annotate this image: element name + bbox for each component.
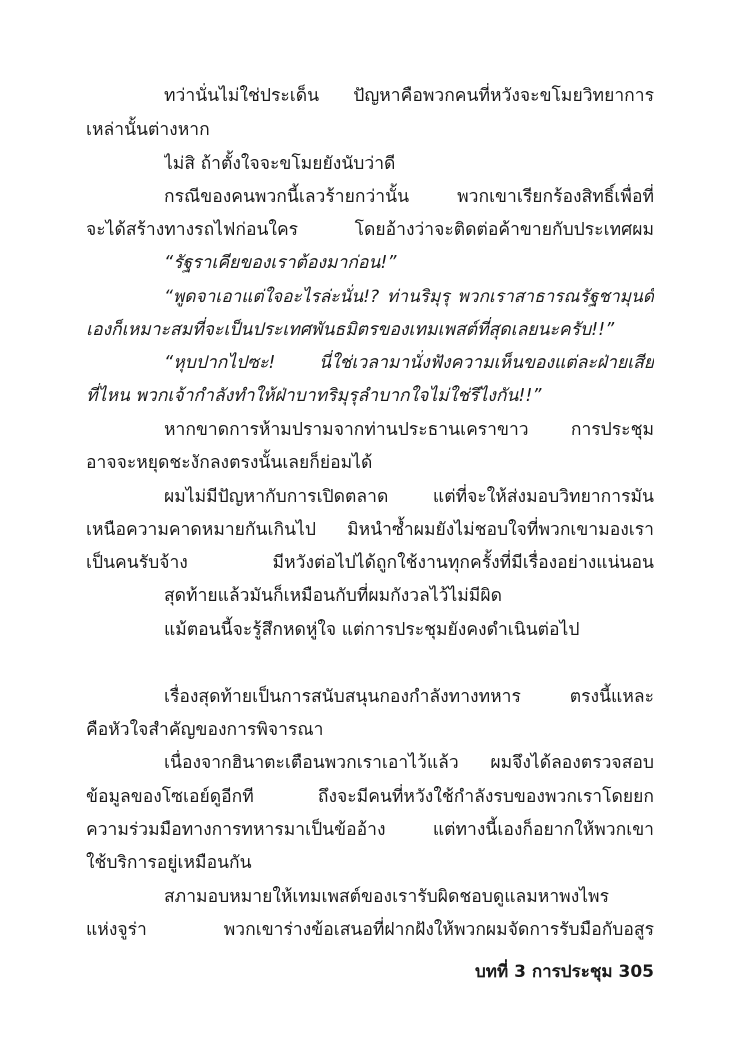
- text-line: ทว่านั่นไม่ใช่ประเด็น ปัญหาคือพวกคนที่หวังจะขโมยวิทยาการ: [164, 86, 654, 106]
- text-line: คือหัวใจสำคัญของการพิจารณา: [86, 720, 324, 740]
- page-footer: บทที่ 3 การประชุม 305: [474, 962, 654, 982]
- text-line: สภามอบหมายให้เทมเพสต์ของเรารับผิดชอบดูแลมหาพงไพร: [164, 887, 609, 907]
- text-line: จะได้สร้างทางรถไฟก่อนใคร โดยอ้างว่าจะติดต่อค้าขายกับประเทศผม: [86, 220, 654, 240]
- text-line: เรื่องสุดท้ายเป็นการสนับสนุนกองกำลังทางทหาร ตรงนี้แหละ: [164, 687, 654, 707]
- dialogue-line: ที่ไหน พวกเจ้ากำลังทำให้ฝ่าบาทริมุรุลำบากใจไม่ใช่รึไงกัน!!”: [86, 386, 542, 406]
- dialogue-line: เองก็เหมาะสมที่จะเป็นประเทศพันธมิตรของเทมเพสต์ที่สุดเลยนะครับ!!”: [86, 320, 615, 340]
- text-line: อาจจะหยุดชะงักลงตรงนั้นเลยก็ย่อมได้: [86, 453, 373, 473]
- text-line: สุดท้ายแล้วมันก็เหมือนกับที่ผมกังวลไว้ไม่มีผิด: [164, 586, 502, 606]
- text-line: เหล่านั้นต่างหาก: [86, 120, 210, 140]
- text-line: เหนือความคาดหมายกันเกินไป มิหนำซ้ำผมยังไม่ชอบใจที่พวกเขามองเรา: [86, 520, 654, 540]
- text-line: ความร่วมมือทางการทหารมาเป็นข้ออ้าง แต่ทางนี้เองก็อยากให้พวกเขา: [86, 820, 654, 840]
- text-line: ผมไม่มีปัญหากับการเปิดตลาด แต่ที่จะให้ส่งมอบวิทยาการมัน: [164, 487, 654, 507]
- text-line: แม้ตอนนี้จะรู้สึกหดหู่ใจ แต่การประชุมยังคงดำเนินต่อไป: [164, 620, 580, 640]
- dialogue-line: “หุบปากไปซะ! นี่ใช่เวลามานั่งฟังความเห็นของแต่ละฝ่ายเสีย: [164, 353, 654, 373]
- text-line: ใช้บริการอยู่เหมือนกัน: [86, 853, 252, 873]
- text-line: เป็นคนรับจ้าง มีหวังต่อไปได้ถูกใช้งานทุกครั้งที่มีเรื่องอย่างแน่นอน: [86, 553, 654, 573]
- text-line: หากขาดการห้ามปรามจากท่านประธานเคราขาว การประชุม: [164, 420, 654, 440]
- text-line: ไม่สิ ถ้าตั้งใจจะขโมยยังนับว่าดี: [164, 154, 396, 174]
- dialogue-line: “รัฐราเคียของเราต้องมาก่อน!”: [164, 253, 397, 273]
- text-line: แห่งจูร่า พวกเขาร่างข้อเสนอที่ฝากฝังให้พวกผมจัดการรับมือกับอสูร: [86, 920, 654, 940]
- text-line: กรณีของคนพวกนี้เลวร้ายกว่านั้น พวกเขาเรียกร้องสิทธิ์เพื่อที่: [164, 187, 654, 207]
- text-line: ข้อมูลของโซเอย์ดูอีกที ถึงจะมีคนที่หวังใช้กำลังรบของพวกเราโดยยก: [86, 787, 654, 807]
- dialogue-line: “พูดจาเอาแต่ใจอะไรล่ะนั่น!? ท่านริมุรุ พวกเราสาธารณรัฐชามุนด์: [164, 287, 654, 307]
- text-line: เนื่องจากฮินาตะเตือนพวกเราเอาไว้แล้ว ผมจึงได้ลองตรวจสอบ: [164, 753, 654, 773]
